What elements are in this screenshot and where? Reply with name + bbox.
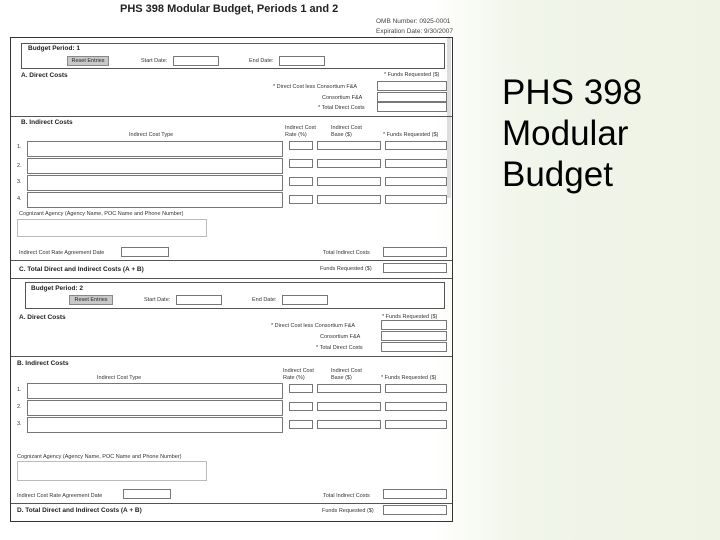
period2-direct-less-consortium: * Direct Cost less Consortium F&A [271, 323, 356, 329]
period2-consortium-fa: Consortium F&A [320, 334, 361, 340]
period2-start-label: Start Date: [144, 297, 171, 303]
period1-indirect-base-header: Indirect Cost Base ($) [331, 125, 362, 138]
period1-indirect-cost-type: Indirect Cost Type [129, 132, 174, 138]
period1-row4-base-input[interactable] [317, 195, 381, 204]
period1-cognizant-input[interactable] [17, 219, 207, 237]
divider [11, 356, 452, 357]
period2-row3-funds-input[interactable] [385, 420, 447, 429]
period1-end-date-input[interactable] [279, 56, 325, 66]
period1-consortium-fa-input[interactable] [377, 92, 447, 102]
divider [11, 503, 452, 504]
period1-row2-funds-input[interactable] [385, 159, 447, 168]
row-number: 2. [17, 163, 22, 169]
budget-form [10, 37, 453, 522]
period1-row1-funds-input[interactable] [385, 141, 447, 150]
divider [11, 278, 452, 279]
period2-row1-type-input[interactable] [27, 383, 283, 399]
period1-row1-type-input[interactable] [27, 141, 283, 157]
period2-total-indirect-input[interactable] [383, 489, 447, 499]
period2-indirect-rate-header: Indirect Cost Rate (%) [283, 368, 314, 381]
period1-label: Budget Period: 1 [28, 45, 81, 52]
period1-start-label: Start Date: [141, 58, 168, 64]
slide-title-line: PHS 398 [502, 73, 643, 112]
period1-direct-less-consortium-input[interactable] [377, 81, 447, 91]
period1-total-costs-input[interactable] [383, 263, 447, 273]
period2-cognizant-input[interactable] [17, 461, 207, 481]
period2-indirect-cost-type: Indirect Cost Type [97, 375, 142, 381]
period2-funds-requested-b: * Funds Requested ($) [381, 375, 437, 381]
period1-row4-funds-input[interactable] [385, 195, 447, 204]
period2-section-a: A. Direct Costs [19, 314, 66, 321]
period2-row2-funds-input[interactable] [385, 402, 447, 411]
omb-info [376, 17, 453, 37]
period2-row2-base-input[interactable] [317, 402, 381, 411]
period2-row2-type-input[interactable] [27, 400, 283, 416]
period1-rate-agreement-input[interactable] [121, 247, 169, 257]
period2-total-costs-input[interactable] [383, 505, 447, 515]
row-number: 3. [17, 179, 22, 185]
period2-cognizant-label: Cognizant Agency (Agency Name, POC Name and Phone Number) [17, 454, 182, 460]
period1-row2-type-input[interactable] [27, 158, 283, 174]
period1-rate-agreement-label: Indirect Cost Rate Agreement Date [19, 250, 105, 256]
period2-row3-rate-input[interactable] [289, 420, 313, 429]
row-number: 2. [17, 404, 22, 410]
period1-row4-type-input[interactable] [27, 192, 283, 208]
period1-cognizant-label: Cognizant Agency (Agency Name, POC Name and Phone Number) [19, 211, 184, 217]
period2-funds-requested-c: Funds Requested ($) [322, 508, 374, 514]
form-title: PHS 398 Modular Budget, Periods 1 and 2 [120, 3, 339, 15]
period1-funds-requested: * Funds Requested ($) [384, 72, 440, 78]
period1-direct-less-consortium: * Direct Cost less Consortium F&A [273, 84, 358, 90]
period1-end-label: End Date: [249, 58, 274, 64]
period1-row1-base-input[interactable] [317, 141, 381, 150]
period1-consortium-fa: Consortium F&A [322, 95, 363, 101]
period1-indirect-rate-header: Indirect Cost Rate (%) [285, 125, 316, 138]
period1-funds-requested-b: * Funds Requested ($) [383, 132, 439, 138]
period2-reset-button[interactable]: Reset Entries [69, 295, 113, 305]
scrollbar[interactable] [447, 38, 451, 198]
period2-rate-agreement-input[interactable] [123, 489, 171, 499]
period2-consortium-fa-input[interactable] [381, 331, 447, 341]
period1-row3-rate-input[interactable] [289, 177, 313, 186]
divider [11, 260, 452, 261]
period1-funds-requested-c: Funds Requested ($) [320, 266, 372, 272]
period2-row2-rate-input[interactable] [289, 402, 313, 411]
period1-row2-base-input[interactable] [317, 159, 381, 168]
period2-total-direct: * Total Direct Costs [316, 345, 363, 351]
slide-title [502, 72, 702, 195]
period1-row4-rate-input[interactable] [289, 195, 313, 204]
period1-total-indirect-input[interactable] [383, 247, 447, 257]
period1-total-direct: * Total Direct Costs [318, 105, 365, 111]
period2-funds-requested: * Funds Requested ($) [382, 314, 438, 320]
period1-total-indirect: Total Indirect Costs [323, 250, 370, 256]
period1-start-date-input[interactable] [173, 56, 219, 66]
period2-row3-base-input[interactable] [317, 420, 381, 429]
period1-total-direct-input[interactable] [377, 102, 447, 112]
period2-indirect-base-header: Indirect Cost Base ($) [331, 368, 362, 381]
period2-section-b: B. Indirect Costs [17, 360, 69, 367]
row-number: 1. [17, 387, 22, 393]
period1-reset-button[interactable]: Reset Entries [67, 56, 109, 66]
period2-label: Budget Period: 2 [31, 285, 84, 292]
period1-section-a: A. Direct Costs [21, 72, 68, 79]
period2-row1-funds-input[interactable] [385, 384, 447, 393]
period2-section-c: D. Total Direct and Indirect Costs (A + B) [17, 507, 142, 514]
period1-row2-rate-input[interactable] [289, 159, 313, 168]
period2-row3-type-input[interactable] [27, 417, 283, 433]
omb-number: OMB Number: 0925-0001 [376, 18, 451, 25]
period1-section-b: B. Indirect Costs [21, 119, 73, 126]
period2-row1-rate-input[interactable] [289, 384, 313, 393]
period2-rate-agreement-label: Indirect Cost Rate Agreement Date [17, 493, 103, 499]
period1-row3-base-input[interactable] [317, 177, 381, 186]
slide-title-line: Budget [502, 155, 613, 194]
expiration-date: Expiration Date: 9/30/2007 [376, 28, 453, 35]
period1-row3-funds-input[interactable] [385, 177, 447, 186]
period2-end-date-input[interactable] [282, 295, 328, 305]
divider [11, 116, 452, 117]
row-number: 3. [17, 421, 22, 427]
period2-total-direct-input[interactable] [381, 342, 447, 352]
period1-row3-type-input[interactable] [27, 175, 283, 191]
period2-total-indirect: Total Indirect Costs [323, 493, 370, 499]
period1-section-c: C. Total Direct and Indirect Costs (A + B) [19, 266, 144, 273]
slide-title-line: Modular [502, 114, 629, 153]
row-number: 4. [17, 196, 22, 202]
period2-end-label: End Date: [252, 297, 277, 303]
period2-direct-less-consortium-input[interactable] [381, 320, 447, 330]
period2-start-date-input[interactable] [176, 295, 222, 305]
period1-row1-rate-input[interactable] [289, 141, 313, 150]
row-number: 1. [17, 144, 22, 150]
period2-row1-base-input[interactable] [317, 384, 381, 393]
